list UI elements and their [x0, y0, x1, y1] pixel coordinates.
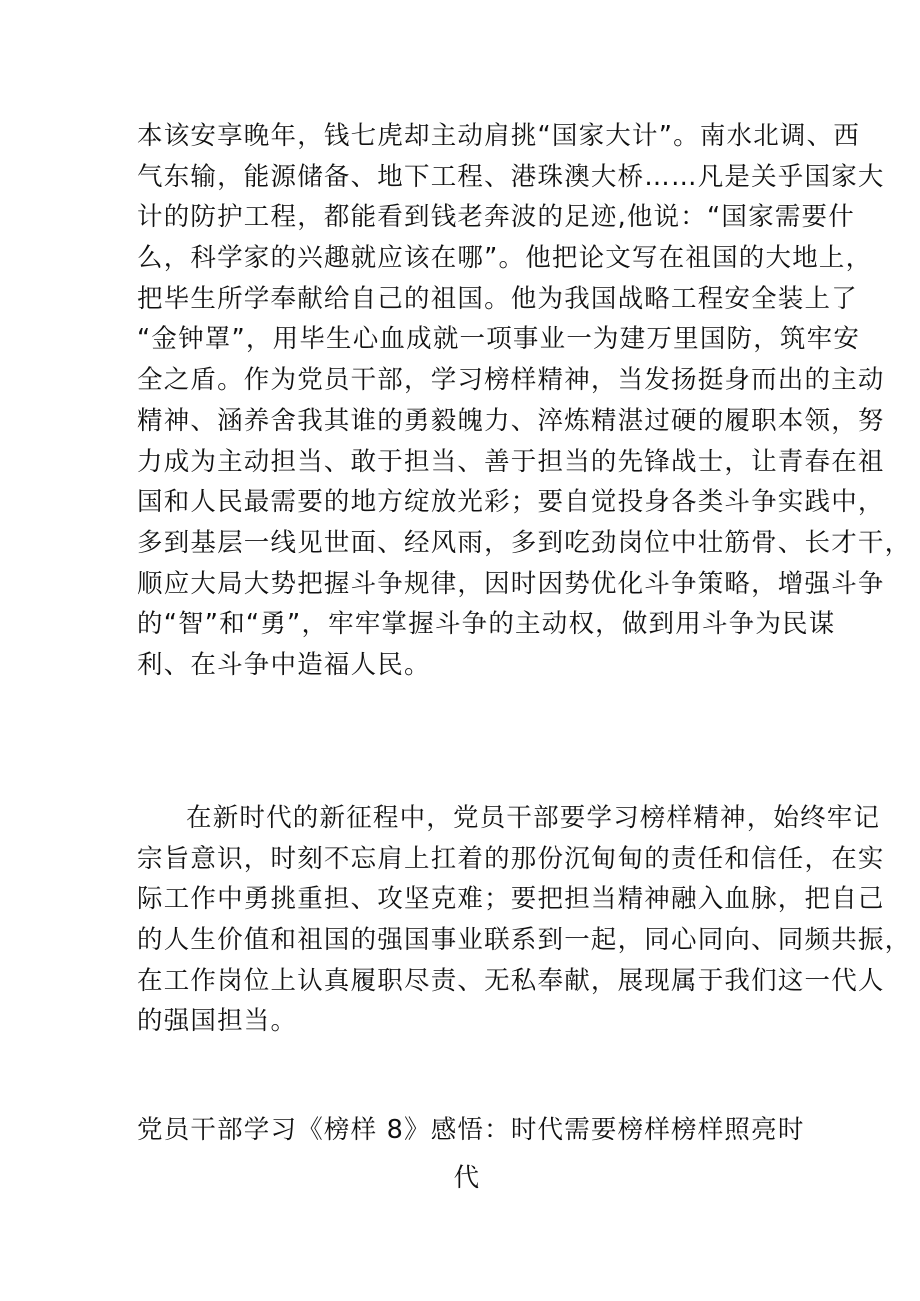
body-paragraph-2	[137, 798, 912, 1042]
title-line-2: 代	[453, 1163, 481, 1193]
text-line: 么，科学家的兴趣就应该在哪”。他把论文写在祖国的大地上，	[137, 243, 873, 274]
text-line: 在新时代的新征程中，党员干部要学习榜样精神，始终牢记	[186, 803, 881, 833]
text-line: 把毕生所学奉献给自己的祖国。他为我国战略工程安全装上了	[137, 283, 858, 314]
text-line: 精神、涵养舍我其谁的勇毅魄力、淬炼精湛过硬的履职本领，努	[137, 405, 885, 436]
text-line: 力成为主动担当、敢于担当、善于担当的先锋战士，让青春在祖	[137, 446, 885, 477]
text-line: 气东输，能源储备、地下工程、港珠澳大桥……凡是关乎国家大	[137, 161, 885, 192]
text-line: 宗旨意识，时刻不忘肩上扛着的那份沉甸甸的责任和信任，在实	[137, 843, 885, 874]
title-line-1: 党员干部学习《榜样 8》感悟：时代需要榜样榜样照亮时	[137, 1115, 805, 1145]
text-line: “金钟罩”，用毕生心血成就一项事业一为建万里国防，筑牢安	[137, 324, 861, 355]
text-line: 多到基层一线见世面、经风雨，多到吃劲岗位中壮筋骨、长才干，	[137, 527, 912, 558]
text-line: 在工作岗位上认真履职尽责、无私奉献，展现属于我们这一代人	[137, 965, 885, 996]
body-paragraph-1	[137, 116, 912, 686]
text-line: 的强国担当。	[137, 1006, 298, 1037]
text-line: 本该安享晚年，钱七虎却主动肩挑“国家大计”。南水北调、西	[137, 121, 861, 151]
text-line: 际工作中勇挑重担、攻坚克难；要把担当精神融入血脉，把自己	[137, 884, 885, 915]
article-title	[137, 1106, 805, 1202]
text-line: 的人生价值和祖国的强国事业联系到一起，同心同向、同频共振，	[137, 925, 912, 956]
text-line: 国和人民最需要的地方绽放光彩；要自觉投身各类斗争实践中，	[137, 487, 885, 518]
text-line: 全之盾。作为党员干部，学习榜样精神，当发扬挺身而出的主动	[137, 365, 885, 396]
text-line: 的“智”和“勇”，牢牢掌握斗争的主动权，做到用斗争为民谋	[137, 609, 836, 640]
text-line: 计的防护工程，都能看到钱老奔波的足迹,他说：“国家需要什	[137, 202, 855, 233]
text-line: 利、在斗争中造福人民。	[137, 649, 431, 680]
text-line: 顺应大局大势把握斗争规律，因时因势优化斗争策略，增强斗争	[137, 568, 885, 599]
